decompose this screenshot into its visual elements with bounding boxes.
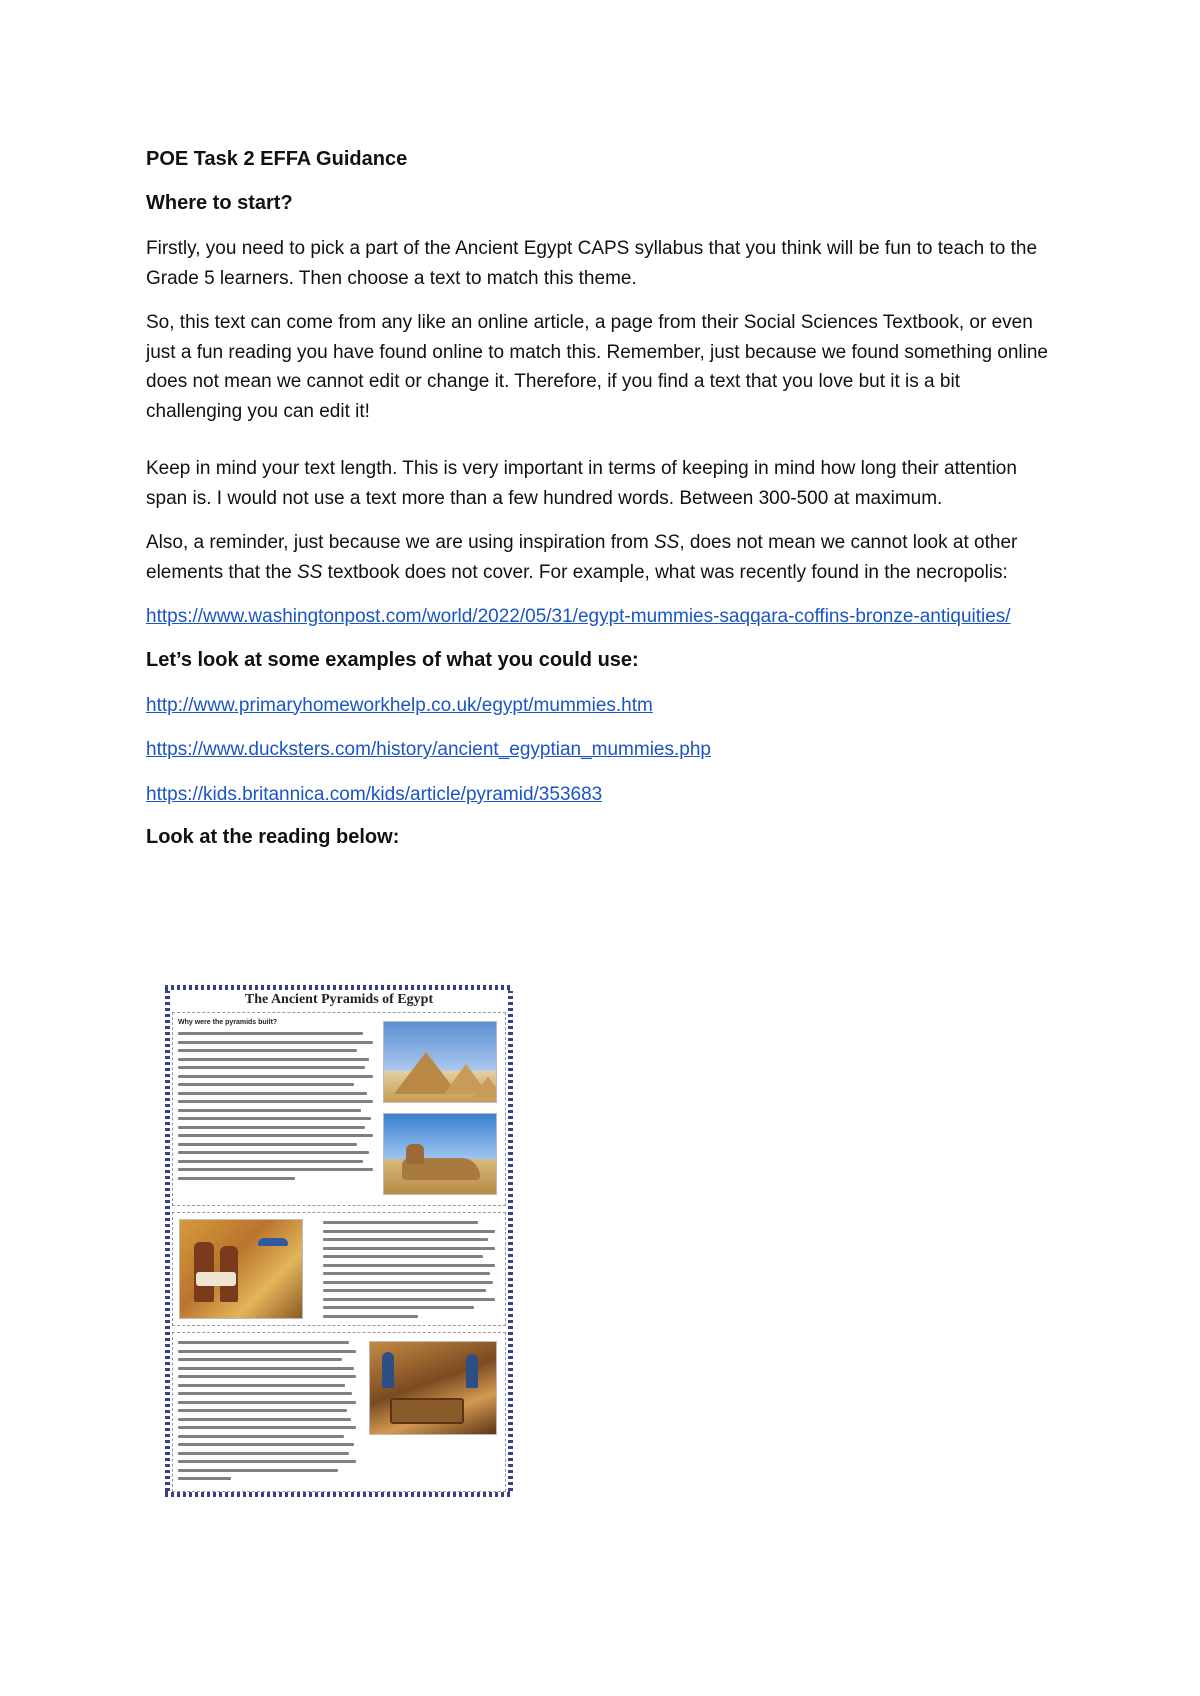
- text-line: [178, 1443, 354, 1446]
- paragraph-1: Firstly, you need to pick a part of the Ancient Egypt CAPS syllabus that you think will be fun to teach to the Grade 5 learners. Then choose a text to match this theme.: [146, 238, 1038, 289]
- text-line: [178, 1409, 347, 1412]
- text-line: [178, 1032, 363, 1035]
- text-line: [178, 1041, 373, 1044]
- sphinx-photo: [383, 1113, 497, 1195]
- text-line: [178, 1375, 356, 1378]
- text-line: [323, 1264, 495, 1267]
- text-line: [178, 1134, 373, 1137]
- text-line: [178, 1117, 371, 1120]
- paragraph-4: [146, 528, 1061, 587]
- text-line: [323, 1272, 490, 1275]
- text-line: [178, 1367, 354, 1370]
- text-line: [178, 1460, 356, 1463]
- text-line: [178, 1426, 356, 1429]
- paragraph-4-ss-1: SS: [653, 532, 680, 553]
- sphinx-photo-sky: [384, 1114, 496, 1194]
- text-line: [323, 1289, 486, 1292]
- tomb-wall-figure: [382, 1352, 394, 1388]
- painting-border: [258, 1238, 288, 1246]
- text-line: [323, 1281, 493, 1284]
- tomb-wall-figure: [466, 1354, 478, 1388]
- egyptian-painting-photo: [179, 1219, 303, 1319]
- link-row-primary: [146, 691, 1061, 721]
- text-line: [178, 1075, 373, 1078]
- worksheet-content: [170, 990, 508, 1492]
- text-line: [178, 1160, 363, 1163]
- worksheet-title: The Ancient Pyramids of Egypt: [244, 992, 434, 1007]
- text-line: [178, 1100, 373, 1103]
- text-line: [178, 1469, 338, 1472]
- text-line: [178, 1477, 231, 1480]
- text-line: [323, 1255, 483, 1258]
- worksheet-section-1: [172, 1012, 506, 1206]
- text-line: [178, 1083, 354, 1086]
- document-body: [146, 146, 1061, 868]
- worksheet-text-block-3: [178, 1341, 356, 1486]
- worksheet-question: Why were the pyramids built?: [178, 1019, 278, 1026]
- text-line: [178, 1401, 356, 1404]
- text-line: [178, 1350, 356, 1353]
- text-line: [323, 1306, 474, 1309]
- paragraph-4-ss-2: SS: [297, 561, 323, 583]
- heading-reading: Look at the reading below:: [146, 826, 400, 848]
- worksheet-section-2: [172, 1212, 506, 1326]
- text-line: [178, 1418, 351, 1421]
- sphinx-head: [406, 1144, 424, 1164]
- painting-garment: [196, 1272, 236, 1286]
- text-line: [323, 1221, 478, 1224]
- text-line: [178, 1049, 357, 1052]
- text-line: [178, 1177, 295, 1180]
- paragraph-4-text-c: textbook does not cover. For example, what was recently found in the necropolis:: [322, 561, 1008, 583]
- pyramid-shape: [473, 1077, 497, 1098]
- worksheet-section-3: [172, 1332, 506, 1492]
- reading-worksheet-image: [160, 980, 518, 1502]
- link-britannica[interactable]: https://kids.britannica.com/kids/article/pyramid/353683: [146, 783, 603, 805]
- link-row-britannica: [146, 780, 1061, 810]
- text-line: [178, 1358, 342, 1361]
- text-line: [178, 1109, 361, 1112]
- paragraph-4-text-a: Also, a reminder, just because we are using inspiration from: [146, 532, 654, 553]
- heading-where-to-start: Where to start?: [146, 192, 293, 214]
- text-line: [178, 1392, 352, 1395]
- paragraph-4-text-b: , does not mean we cannot look at other elements that the: [146, 532, 1018, 583]
- document-title: POE Task 2 EFFA Guidance: [146, 148, 408, 170]
- link-washingtonpost[interactable]: https://www.washingtonpost.com/world/2022/05/31/egypt-mummies-saqqara-coffins-bronze-antiquities/: [146, 606, 1011, 627]
- paragraph-2: So, this text can come from any like an online article, a page from their Social Sciences Textbook, or even just a fun reading you have found online to match this. Remember, just because we found something online does not mean we cannot edit or change it. Therefore, if you find a text that you love but it is a bit challenging you can edit it!: [146, 312, 1048, 422]
- text-line: [323, 1238, 488, 1241]
- link-ducksters[interactable]: https://www.ducksters.com/history/ancient_egyptian_mummies.php: [146, 739, 711, 760]
- link-row-wapo: [146, 602, 1061, 632]
- text-line: [178, 1151, 369, 1154]
- link-primaryhomeworkhelp[interactable]: http://www.primaryhomeworkhelp.co.uk/egypt/mummies.htm: [146, 694, 653, 716]
- text-line: [323, 1315, 418, 1318]
- pyramids-photo: [383, 1021, 497, 1103]
- text-line: [178, 1384, 345, 1387]
- text-line: [178, 1168, 373, 1171]
- worksheet-text-block-1: [178, 1019, 373, 1185]
- text-line: [178, 1092, 367, 1095]
- heading-examples: Let’s look at some examples of what you could use:: [146, 648, 639, 671]
- sarcophagus: [390, 1398, 464, 1424]
- text-line: [178, 1143, 357, 1146]
- text-line: [178, 1452, 349, 1455]
- text-line: [178, 1341, 349, 1344]
- text-line: [178, 1435, 344, 1438]
- worksheet-text-block-2: [323, 1221, 495, 1323]
- tomb-photo: [369, 1341, 497, 1435]
- text-line: [178, 1126, 365, 1129]
- link-row-ducksters: [146, 735, 1061, 765]
- text-line: [178, 1066, 365, 1069]
- text-line: [178, 1058, 369, 1061]
- text-line: [323, 1298, 495, 1301]
- text-line: [323, 1230, 495, 1233]
- text-line: [323, 1247, 495, 1250]
- paragraph-3: Keep in mind your text length. This is very important in terms of keeping in mind how long their attention span is. I would not use a text more than a few hundred words. Between 300-500 at maximum.: [146, 458, 1017, 509]
